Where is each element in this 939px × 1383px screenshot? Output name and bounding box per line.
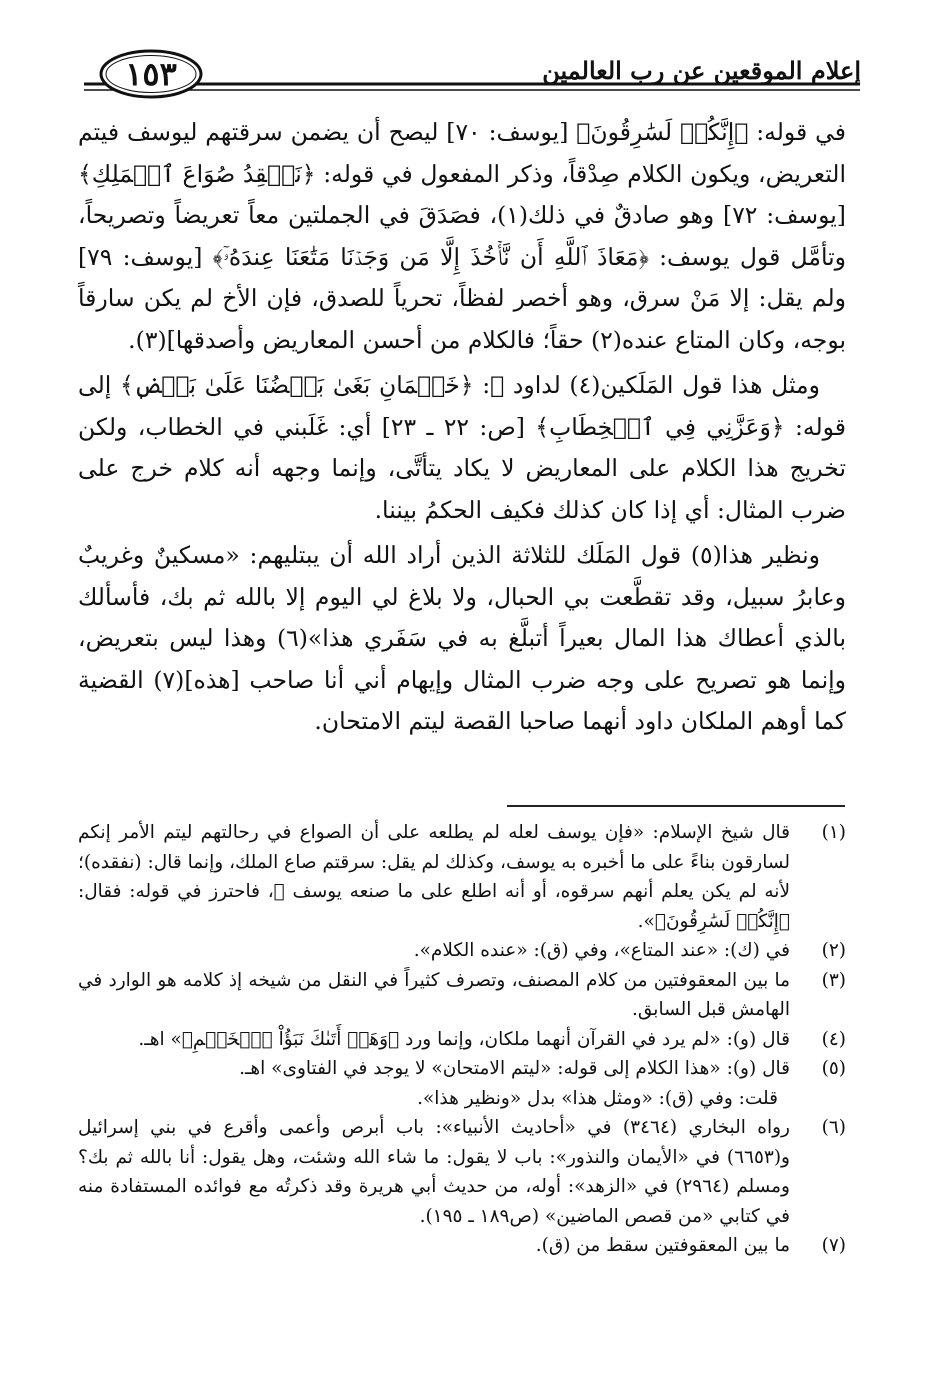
footnote-number: (٢) xyxy=(821,940,846,961)
footnote xyxy=(78,966,846,1025)
paragraph: في قوله: ﴿إِنَّكُمۡ لَسَٰرِقُونَ﴾ [يوسف: ٧٠] ليصح أن يضمن سرقتهم ليوسف فيتم التعريض، ويكون الكلام صِدْقاً، وذكر المفعول في قوله: ﴿نَفۡقِدُ صُوَاعَ ٱلۡمَلِكِ﴾ [يوسف: ٧٢] وهو صادقٌ في ذلك(١)، فصَدَقَ في الجملتين معاً تعريضاً وتصريحاً، وتأمَّل قول يوسف: ﴿مَعَاذَ ٱللَّهِ أَن نَّأۡخُذَ إِلَّا مَن وَجَدۡنَا مَتَٰعَنَا عِندَهُۥٓ﴾ [يوسف: ٧٩] ولم يقل: إلا مَنْ سرق، وهو أخصر لفظاً، تحرياً للصدق، فإن الأخ لم يكن سارقاً بوجه، وكان المتاع عنده(٢) حقاً؛ فالكلام من أحسن المعاريض وأصدقها](٣). xyxy=(78,118,846,354)
main-text xyxy=(78,112,846,743)
page-number: ١٥٣ xyxy=(125,55,177,93)
footnote-text: في (ك): «عند المتاع»، وفي (ق): «عنده الكلام». xyxy=(413,940,790,961)
footnote-number: (٦) xyxy=(821,1117,846,1138)
footnote xyxy=(78,1025,846,1055)
footnote xyxy=(78,1231,846,1261)
footnote-text: قال (و): «لم يرد في القرآن أنهما ملكان، وإنما ورد ﴿وَهَلۡ أَتَىٰكَ نَبَؤُاْ ٱلۡخَصۡمِ﴾» اهـ. xyxy=(138,1028,790,1050)
footnote-continuation xyxy=(78,1084,846,1114)
footnote xyxy=(78,1054,846,1084)
page-header xyxy=(0,0,939,110)
footnote-number: (٤) xyxy=(821,1028,846,1050)
paragraph: ونظير هذا(٥) قول المَلَك للثلاثة الذين أراد الله أن يبتليهم: «مسكينٌ وغريبٌ وعابرُ سبيل، وقد تقطَّعت بي الحبال، ولا بلاغ لي اليوم إلا بالله ثم بك، فأسألك بالذي أعطاك هذا المال بعيراً أتبلَّغ به في سَفَري هذا»(٦) وهذا ليس بتعريض، وإنما هو تصريح على وجه ضرب المثال وإيهام أني أنا صاحب [هذه](٧) القضية كما أوهم الملكان داود أنهما صاحبا القصة ليتم الامتحان. xyxy=(78,541,846,735)
footnote-text: قلت: وفي (ق): «ومثل هذا» بدل «ونظير هذا». xyxy=(417,1087,778,1109)
running-title: إعلام الموقعين عن رب العالمين xyxy=(542,56,861,85)
footnote-number: (١) xyxy=(821,822,846,843)
footnote xyxy=(78,1113,846,1231)
footnote-number: (٣) xyxy=(821,969,846,991)
paragraph: ومثل هذا قول المَلَكين(٤) لداود ﷺ: ﴿خَصۡمَانِ بَغَىٰ بَعۡضُنَا عَلَىٰ بَعۡضٖ﴾ إلى قوله: ﴿وَعَزَّنِي فِي ٱلۡخِطَابِ﴾ [ص: ٢٢ ـ ٢٣] أي: غَلَبني في الخطاب، ولكن تخريج هذا الكلام على المعاريض لا يكاد يتأتَّى، وإنما وجهه أنه كلام خرج على ضرب المثال: أي إذا كان كذلك فكيف الحكمُ بيننا. xyxy=(78,371,846,524)
footnote-text: قال شيخ الإسلام: «فإن يوسف لعله لم يطلعه على أن الصواع في رحالتهم ليتم الأمر إنكم لسارقون بناءً على ما أخبره به يوسف، وكذلك لم يقل: سرقتم صاع الملك، وإنما قال: (نفقده)؛ لأنه لم يكن يعلم أنهم سرقوه، أو أنه اطلع على ما صنعه يوسف ﷺ، فاحترز في قوله: فقال: ﴿إِنَّكُمۡ لَسَٰرِقُونَ﴾». xyxy=(78,822,790,932)
footnote xyxy=(78,936,846,966)
footnote-text: رواه البخاري (٣٤٦٤) في «أحاديث الأنبياء»: باب أبرص وأعمى وأقرع في بني إسرائيل و(٦٦٥٣) في «الأيمان والنذور»: باب لا يقول: ما شاء الله وشئت، وهل يقول: أنا بالله ثم بك؟ ومسلم (٢٩٦٤) في «الزهد»: أوله، من حديث أبي هريرة وقد ذكرتُه مع فوائده المستفادة منه في كتابي «من قصص الماضين» (ص١٨٩ ـ ١٩٥). xyxy=(78,1117,790,1227)
footnote-number: (٧) xyxy=(821,1235,846,1256)
footnote-divider xyxy=(507,805,845,807)
footnote-text: ما بين المعقوفتين سقط من (ق). xyxy=(535,1235,790,1256)
footnote-number: (٥) xyxy=(821,1058,846,1079)
footnote-text: ما بين المعقوفتين من كلام المصنف، وتصرف كثيراً في النقل من شيخه إذ كلامه هو الوارد في الهامش قبل السابق. xyxy=(78,969,790,1020)
footnote xyxy=(78,818,846,936)
footnotes xyxy=(78,818,846,1261)
footnote-text: قال (و): «هذا الكلام إلى قوله: «ليتم الامتحان» لا يوجد في الفتاوى» اهـ. xyxy=(239,1058,790,1079)
